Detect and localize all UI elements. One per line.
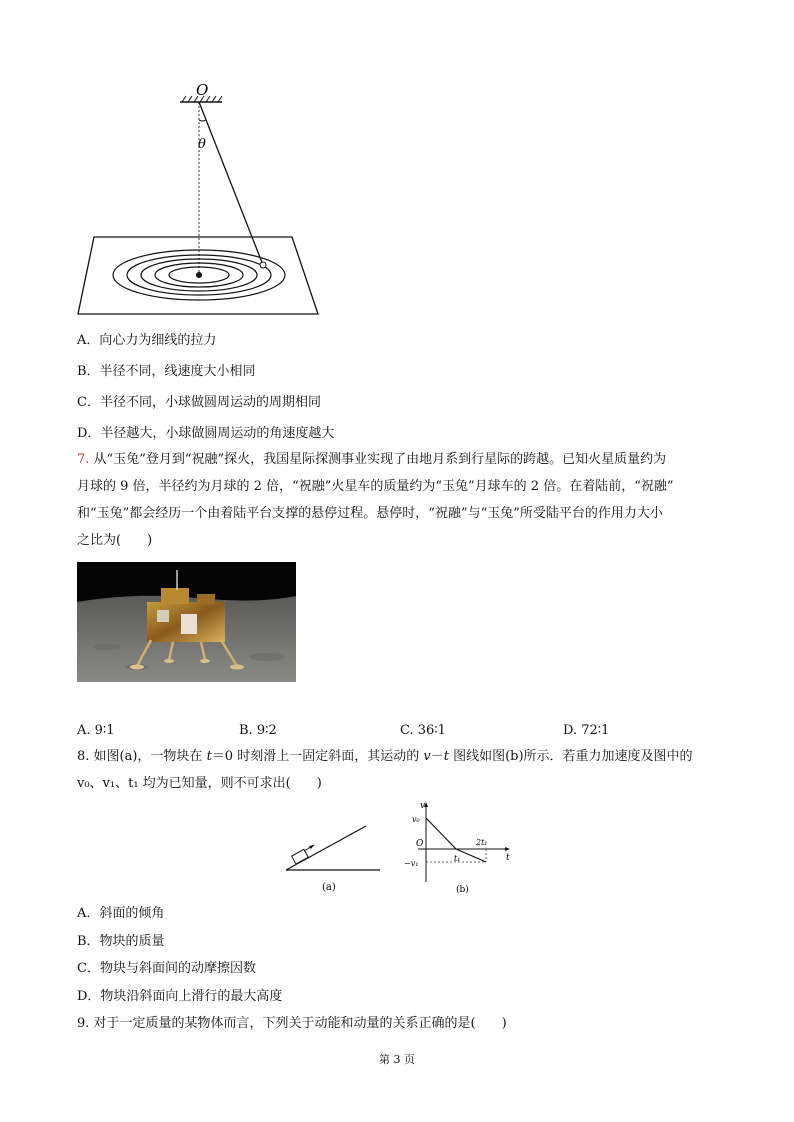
q8-option-d: D．物块沿斜面向上滑行的最大高度 — [77, 989, 283, 1004]
page-number: 第 3 页 — [379, 1053, 415, 1066]
q8-line1 — [77, 749, 693, 765]
conical-pendulum-figure — [70, 80, 330, 320]
q8-option-b: B．物块的质量 — [77, 934, 165, 949]
label-2t1: 2t₁ — [476, 838, 488, 847]
label-o: O — [196, 81, 209, 99]
q8-text-a: 8. 如图(a)，一物块在 — [77, 749, 207, 764]
label-neg-v1: −v₁ — [404, 859, 419, 868]
string-line — [199, 102, 263, 265]
q6-option-d: D．半径越大，小球做圆周运动的角速度越大 — [77, 426, 335, 441]
q8-option-a: A．斜面的倾角 — [77, 906, 165, 921]
q8-var-t: t — [206, 749, 212, 764]
label-theta: θ — [198, 137, 206, 152]
q8-text-d: 图线如图(b)所示．若重力加速度及图中的 — [448, 749, 693, 764]
q7-line2: 月球的 9 倍，半径约为月球的 2 倍，“祝融”火星车的质量约为“玉兔”月球车的 2 倍。在着陆前，“祝融” — [77, 479, 674, 494]
q7-line3: 和“玉兔”都会经历一个由着陆平台支撑的悬停过程。悬停时，“祝融”与“玉兔”所受陆平台的作用力大小 — [77, 506, 663, 521]
ball — [260, 262, 266, 268]
q7-option-d: D. 72∶1 — [563, 723, 610, 738]
graph-segment-1 — [426, 818, 456, 849]
q9-line1: 9. 对于一定质量的某物体而言，下列关于动能和动量的关系正确的是( ) — [77, 1016, 507, 1031]
q7-number: 7. — [77, 452, 90, 467]
q8-option-c: C．物块与斜面间的动摩擦因数 — [77, 961, 256, 976]
graph-segment-2 — [456, 849, 486, 862]
label-t1: t₁ — [454, 854, 461, 863]
q8-text-b: ＝0 时刻滑上一固定斜面，其运动的 — [211, 749, 424, 764]
q8-var-t2: t — [443, 749, 449, 764]
q7-text-1: 从“玉兔”登月到“祝融”探火，我国星际探测事业实现了由地月系到行星际的跨越。已知火星质量约为 — [93, 452, 667, 467]
lander-photo — [77, 562, 296, 682]
q8-line2: v₀、v₁、t₁ 均为已知量，则不可求出( ) — [77, 776, 322, 791]
label-t: t — [506, 853, 510, 863]
q6-option-a: A．向心力为细线的拉力 — [77, 333, 217, 348]
q6-option-c: C．半径不同，小球做圆周运动的周期相同 — [77, 395, 321, 410]
center-dot — [196, 272, 202, 278]
q7-line4: 之比为( ) — [77, 533, 153, 548]
q6-option-b: B．半径不同，线速度大小相同 — [77, 364, 256, 379]
fig-a-label: (a) — [322, 882, 336, 893]
q7-option-c: C. 36∶1 — [400, 723, 446, 738]
q8-text-c: － — [430, 749, 444, 764]
q8-var-v: v — [423, 749, 431, 764]
q7-option-b: B. 9∶2 — [239, 723, 277, 738]
angle-arc — [199, 120, 206, 121]
q7-option-a: A. 9∶1 — [77, 723, 115, 738]
label-v: v — [420, 801, 426, 811]
label-o: O — [416, 839, 424, 849]
block — [292, 849, 309, 864]
fig-b-label: (b) — [456, 885, 469, 895]
incline-figure-a — [282, 820, 386, 896]
q7-line1 — [77, 452, 666, 468]
label-v0: v₀ — [412, 815, 420, 824]
vt-graph-figure-b — [398, 798, 520, 896]
